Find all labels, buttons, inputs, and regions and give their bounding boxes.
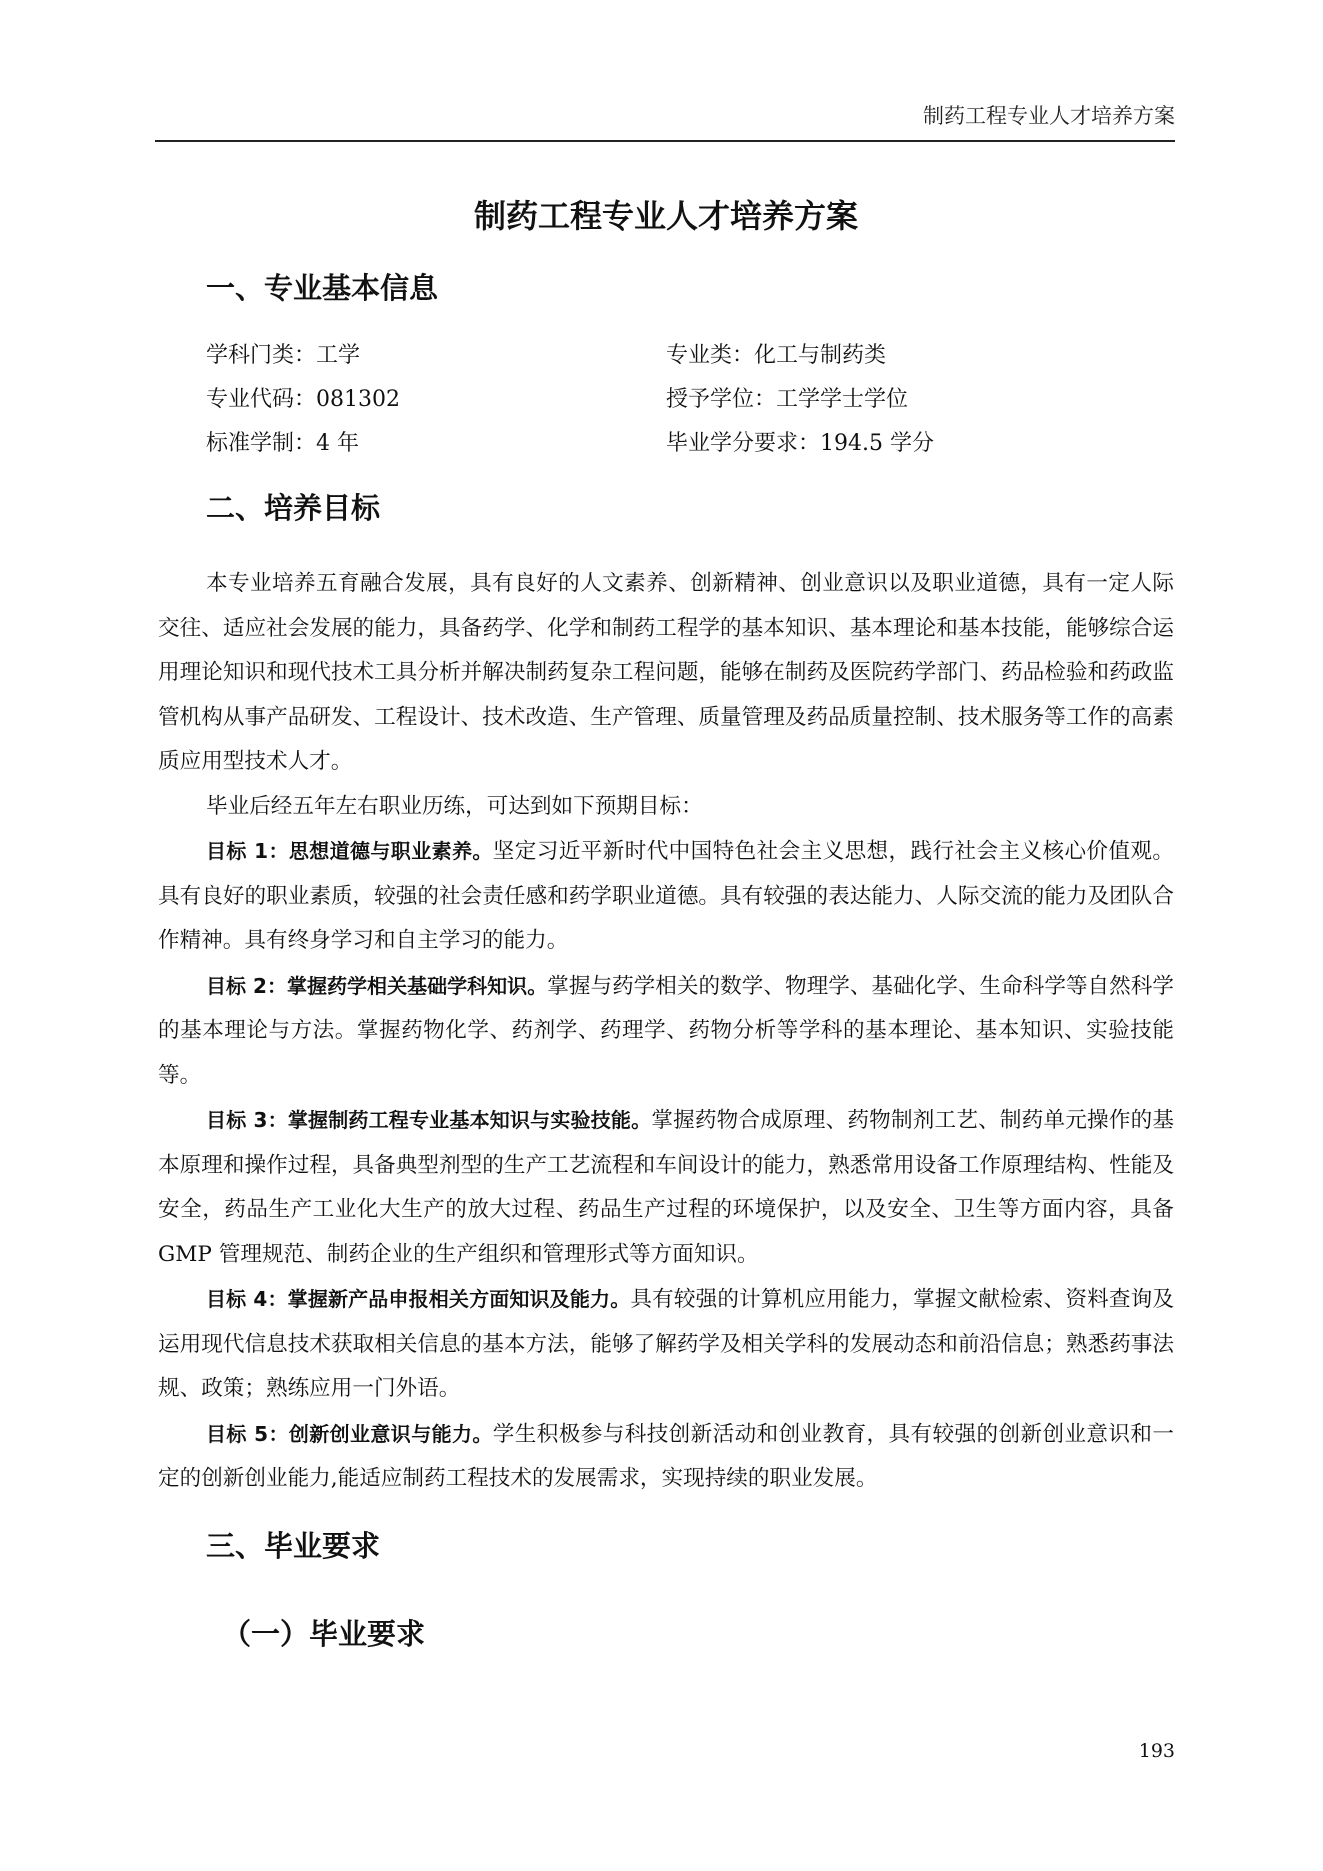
page-number: 193 [1138,1740,1175,1762]
document-title: 制药工程专业人才培养方案 [473,197,858,235]
info-major-class: 专业类：化工与制药类 [666,343,887,368]
info-discipline: 学科门类：工学 [206,343,361,368]
goal-text: 坚定习近平新时代中国特色社会主义思想，践行社会主义核心价值观。具有良好的职业素质，较强的社会责任感和药学职业道德。具有较强的表达能力、人际交流的能力及团队合作精神。具有终身学习和自主学习的能力。 [158,839,1174,953]
page-content [158,190,1174,1658]
goal-paragraph-4 [158,1277,1174,1412]
goal-label: 目标 2：掌握药学相关基础学科知识。 [206,973,548,998]
goal-text: 具有较强的计算机应用能力，掌握文献检索、资料查询及运用现代信息技术获取相关信息的基本方法，能够了解药学及相关学科的发展动态和前沿信息；熟悉药事法规、政策；熟练应用一门外语。 [158,1287,1174,1401]
goal-paragraph-5 [158,1412,1174,1502]
goal-label: 目标 1：思想道德与职业素养。 [206,839,493,863]
info-duration: 标准学制：4 年 [206,431,359,456]
goal-paragraph-1 [158,829,1174,964]
goal-text: 掌握药物合成原理、药物制剂工艺、制药单元操作的基本原理和操作过程，具备典型剂型的生产工艺流程和车间设计的能力，熟悉常用设备工作原理结构、性能及安全，药品生产工业化大生产的放大过程、药品生产过程的环境保护，以及安全、卫生等方面内容，具备 GMP 管理规范、制药企业的生产组织和管理形式等方面知识。 [158,1108,1174,1267]
goal-label: 目标 3：掌握制药工程专业基本知识与实验技能。 [206,1108,652,1132]
subsection-heading-graduation-requirements: （一）毕业要求 [222,1616,426,1651]
basic-info-grid [206,334,1174,466]
section-heading-graduation-requirements: 三、毕业要求 [206,1528,381,1563]
goal-label: 目标 5：创新创业意识与能力。 [206,1421,493,1446]
objectives-intro-paragraph: 本专业培养五育融合发展，具有良好的人文素养、创新精神、创业意识以及职业道德，具有一定人际交往、适应社会发展的能力，具备药学、化学和制药工程学的基本知识、基本理论和基本技能，能够综合运用理论知识和现代技术工具分析并解决制药复杂工程问题，能够在制药及医院药学部门、药品检验和药政监管机构从事产品研发、工程设计、技术改造、生产管理、质量管理及药品质量控制、技术服务等工作的高素质应用型技术人才。 [158,571,1174,774]
goal-text: 学生积极参与科技创新活动和创业教育，具有较强的创新创业意识和一定的创新创业能力,能适应制药工程技术的发展需求，实现持续的职业发展。 [158,1421,1174,1491]
info-credits: 毕业学分要求：194.5 学分 [666,431,934,456]
objectives-body [158,562,1174,1502]
section-heading-objectives: 二、培养目标 [206,491,381,525]
goal-paragraph-3 [158,1098,1174,1277]
goal-label: 目标 4：掌握新产品申报相关方面知识及能力。 [206,1287,631,1311]
info-major-code: 专业代码：081302 [206,387,400,412]
goal-text: 掌握与药学相关的数学、物理学、基础化学、生命科学等自然科学的基本理论与方法。掌握药物化学、药剂学、药理学、药物分析等学科的基本理论、基本知识、实验技能等。 [158,973,1174,1088]
running-header: 制药工程专业人才培养方案 [923,104,1175,128]
info-degree: 授予学位：工学学士学位 [666,387,909,412]
objectives-lead-paragraph: 毕业后经五年左右职业历练，可达到如下预期目标： [206,793,703,819]
section-heading-basic-info: 一、专业基本信息 [206,271,439,305]
header-rule [155,140,1175,142]
goal-paragraph-2 [158,964,1174,1099]
